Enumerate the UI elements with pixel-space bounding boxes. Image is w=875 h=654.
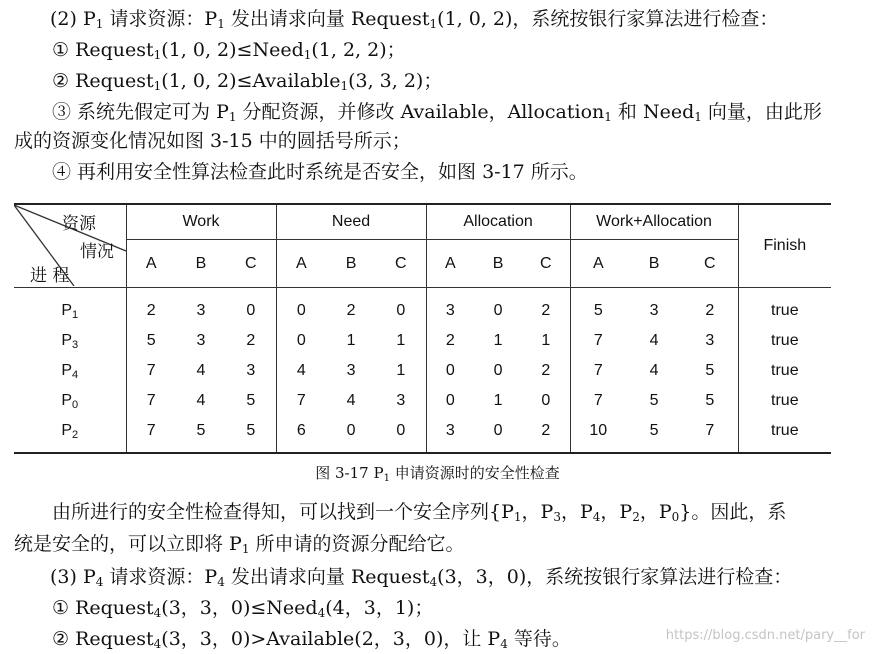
conclusion-line-2: 统是安全的，可以立即将 $P_1$ 所申请的资源分配给它。 (14, 533, 465, 556)
need-cell: 3 (346, 362, 356, 379)
p2-step-4: ④ 再利用安全性算法检查此时系统是否安全，如图 3-17 所示。 (52, 161, 588, 183)
wa-cell: 4 (649, 362, 659, 379)
process-cell: $P_4$ (14, 356, 126, 386)
table-row (14, 356, 831, 386)
alloc-cell: 2 (522, 416, 570, 453)
work-cell: 7 (146, 362, 156, 379)
need-cell: 1 (346, 332, 356, 349)
need-cell: 2 (346, 302, 356, 319)
wa-cell: 7 (593, 392, 603, 409)
table-row (14, 416, 831, 453)
work-cell: 0 (226, 288, 276, 327)
work-cell: 3 (196, 332, 206, 349)
need-cell: 7 (296, 392, 306, 409)
finish-cell: true (771, 362, 799, 379)
p2-step-3-line-1: ③ 系统先假定可为 $P_1$ 分配资源，并修改 Available，Allocation$_1$ 和 Need$_1$ 向量，由此形 (52, 101, 822, 124)
wa-cell: 10 (589, 422, 608, 439)
wa-cell: 7 (593, 332, 603, 349)
table-body (14, 288, 831, 454)
alloc-cell: 1 (522, 326, 570, 356)
process-cell: $P_2$ (14, 416, 126, 453)
subheader-b: B (648, 254, 660, 272)
subheader-c: C (376, 240, 426, 288)
table-corner-header (14, 204, 126, 288)
subheader-b: B (492, 254, 504, 272)
wa-cell: 5 (682, 386, 738, 416)
finish-cell: true (771, 332, 799, 349)
wa-cell: 5 (649, 392, 659, 409)
alloc-cell: 2 (522, 288, 570, 327)
wa-cell: 2 (682, 288, 738, 327)
table-row (14, 386, 831, 416)
conclusion-line-1: 由所进行的安全性检查得知，可以找到一个安全序列{$P_1$，$P_3$，$P_4$，$P_2$，$P_0$}。因此，系 (52, 501, 787, 524)
wa-cell: 3 (649, 302, 659, 319)
alloc-cell: 0 (445, 362, 455, 379)
work-cell: 5 (196, 422, 206, 439)
subheader-c: C (522, 240, 570, 288)
table-row (14, 326, 831, 356)
wa-cell: 7 (682, 416, 738, 453)
finish-cell: true (771, 422, 799, 439)
work-cell: 5 (146, 332, 156, 349)
need-cell: 0 (376, 416, 426, 453)
work-cell: 5 (226, 386, 276, 416)
process-cell: $P_3$ (14, 326, 126, 356)
alloc-cell: 1 (493, 392, 503, 409)
header-finish: Finish (738, 204, 831, 288)
header-allocation: Allocation (426, 204, 570, 240)
process-cell: $P_1$ (14, 288, 126, 327)
p2-step-3-line-2: 成的资源变化情况如图 3-15 中的圆括号所示； (14, 130, 411, 152)
need-cell: 1 (376, 326, 426, 356)
header-work-allocation: Work+Allocation (570, 204, 738, 240)
p3-step-1: ① Request$_4$(3，3，0)≤Need$_4$(4，3，1)； (52, 597, 434, 620)
p2-step-1: ① Request$_1$(1, 0, 2)≤Need$_1$(1, 2, 2)； (52, 39, 406, 62)
subheader-b: B (345, 254, 357, 272)
wa-cell: 5 (649, 422, 659, 439)
wa-cell: 3 (682, 326, 738, 356)
wa-cell: 5 (682, 356, 738, 386)
need-cell: 4 (346, 392, 356, 409)
alloc-cell: 0 (445, 392, 455, 409)
finish-cell: true (771, 302, 799, 319)
subheader-c: C (682, 240, 738, 288)
corner-label-resource: 资源 (62, 214, 96, 234)
alloc-cell: 0 (493, 362, 503, 379)
corner-label-process: 进 程 (30, 266, 70, 286)
alloc-cell: 3 (445, 422, 455, 439)
subheader-a: A (444, 254, 456, 272)
p2-heading: (2) $P_1$ 请求资源：$P_1$ 发出请求向量 Request$_1$(1, 0, 2)，系统按银行家算法进行检查： (50, 8, 779, 31)
work-cell: 5 (226, 416, 276, 453)
need-cell: 0 (296, 332, 306, 349)
subheader-c: C (226, 240, 276, 288)
alloc-cell: 2 (522, 356, 570, 386)
subheader-a: A (592, 254, 604, 272)
alloc-cell: 3 (445, 302, 455, 319)
alloc-cell: 1 (493, 332, 503, 349)
need-cell: 0 (376, 288, 426, 327)
finish-cell: true (771, 392, 799, 409)
work-cell: 3 (226, 356, 276, 386)
work-cell: 2 (146, 302, 156, 319)
watermark-text: https://blog.csdn.net/pary__for (665, 628, 865, 643)
subheader-a: A (295, 254, 307, 272)
work-cell: 2 (226, 326, 276, 356)
need-cell: 4 (296, 362, 306, 379)
need-cell: 0 (296, 302, 306, 319)
header-work: Work (126, 204, 276, 240)
work-cell: 4 (196, 362, 206, 379)
need-cell: 3 (376, 386, 426, 416)
subheader-a: A (145, 254, 157, 272)
alloc-cell: 0 (493, 422, 503, 439)
alloc-cell: 0 (522, 386, 570, 416)
wa-cell: 4 (649, 332, 659, 349)
need-cell: 0 (346, 422, 356, 439)
work-cell: 4 (196, 392, 206, 409)
figure-caption: 图 3-17 $P_1$ 申请资源时的安全性检查 (315, 464, 560, 484)
table-row (14, 288, 831, 327)
need-cell: 1 (376, 356, 426, 386)
corner-label-status: 情况 (80, 242, 114, 262)
alloc-cell: 2 (445, 332, 455, 349)
safety-check-table (14, 203, 831, 454)
p3-step-2: ② Request$_4$(3，3，0)>Available(2，3，0)，让 $P_4$ 等待。 (52, 628, 571, 651)
header-need: Need (276, 204, 426, 240)
wa-cell: 7 (593, 362, 603, 379)
work-cell: 3 (196, 302, 206, 319)
need-cell: 6 (296, 422, 306, 439)
process-cell: $P_0$ (14, 386, 126, 416)
subheader-b: B (195, 254, 207, 272)
alloc-cell: 0 (493, 302, 503, 319)
work-cell: 7 (146, 422, 156, 439)
p3-heading: (3) $P_4$ 请求资源：$P_4$ 发出请求向量 Request$_4$(3，3，0)，系统按银行家算法进行检查： (50, 566, 793, 589)
work-cell: 7 (146, 392, 156, 409)
p2-step-2: ② Request$_1$(1, 0, 2)≤Available$_1$(3, 3, 2)； (52, 70, 443, 93)
wa-cell: 5 (593, 302, 603, 319)
